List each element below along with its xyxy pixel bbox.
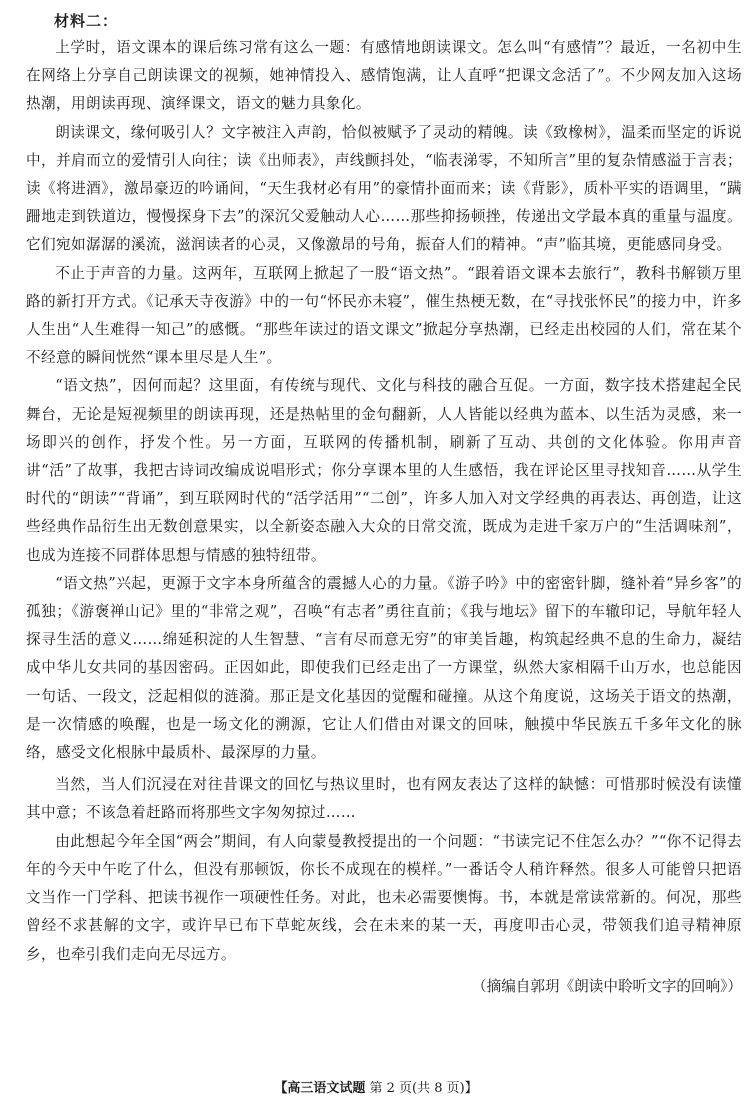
paragraph-3: 不止于声音的力量。这两年，互联网上掀起了一股“语文热”。“跟着语文课本去旅行”，教科书解锁万里路的新打开方式。《记承天寺夜游》中的一句“怀民亦未寝”，催生热梗无数，在“寻找张怀民”的接力中，许多人生出“人生难得一知己”的感慨。“那些年读过的语文课文”掀起分享热潮，已经走出校园的人们，常在某个不经意的瞬间恍然“课本里尽是人生”。: [26, 264, 742, 367]
footer-label: 【高三语文试题: [274, 1081, 366, 1096]
footer-page-number: 第 2 页(共 8 页)】: [369, 1081, 478, 1096]
exam-page: [26, 10, 742, 1100]
paragraph-5: “语文热”兴起，更源于文字本身所蕴含的震撼人心的力量。《游子吟》中的密密针脚，缝补着“异乡客”的孤独；《游褒禅山记》里的“非常之观”，召唤“有志者”勇往直前；《我与地坛》留下的车辙印记，导航年轻人探寻生活的意义……绵延积淀的人生智慧、“言有尽而意无穷”的审美旨趣，构筑起经典不息的生命力，凝结成中华儿女共同的基因密码。正因如此，即使我们已经走出了一方课堂，纵然大家相隔千山万水，也总能因一句话、一段文，泛起相似的涟漪。那正是文化基因的觉醒和碰撞。从这个角度说，这场关于语文的热潮，是一次情感的唤醒，也是一场文化的溯源，它让人们借由对课文的回味，触摸中华民族五千多年文化的脉络，感受文化根脉中最质朴、最深厚的力量。: [26, 574, 742, 762]
paragraph-1: 上学时，语文课本的课后练习常有这么一题：有感情地朗读课文。怎么叫“有感情”？最近，一名初中生在网络上分享自己朗读课文的视频，她神情投入、感情饱满，让人直呼“把课文念活了”。不少网友加入这场热潮，用朗读再现、演绎课文，语文的魅力具象化。: [26, 39, 742, 113]
source-citation: （摘编自郭玥《朗读中聆听文字的回响》）: [472, 977, 742, 995]
paragraph-7: 由此想起今年全国“两会”期间，有人向蒙曼教授提出的一个问题：“书读完记不住怎么办？”“你不记得去年的今天中午吃了什么，但没有那顿饭，你长不成现在的模样。”一番话令人稍许释然。很多人可能曾只把语文当作一门学科、把读书视作一项硬性任务。对此，也未必需要懊悔。书，本就是常读常新的。何况，那些曾经不求甚解的文字，或许早已布下草蛇灰线，会在未来的某一天，再度叩击心灵，带领我们追寻精神原乡，也牵引我们走向无尽远方。: [26, 832, 742, 963]
paragraph-4: “语文热”，因何而起？这里面，有传统与现代、文化与科技的融合互促。一方面，数字技术搭建起全民舞台，无论是短视频里的朗读再现，还是热帖里的金句翻新，人人皆能以经典为蓝本、以生活为灵感，来一场即兴的创作，抒发个性。另一方面，互联网的传播机制，刷新了互动、共创的文化体验。你用声音讲“活”了故事，我把古诗词改编成说唱形式；你分享课本里的人生感悟，我在评论区里寻找知音……从学生时代的“朗读”“背诵”，到互联网时代的“活学活用”“二创”，许多人加入对文学经典的再表达、再创造，让这些经典作品衍生出无数创意果实，以全新姿态融入大众的日常交流，既成为走进千家万户的“生活调味剂”，也成为连接不同群体思想与情感的独特纽带。: [26, 377, 742, 564]
paragraph-6: 当然，当人们沉浸在对往昔课文的回忆与热议里时，也有网友表达了这样的缺憾：可惜那时候没有读懂其中意；不该急着赶路而将那些文字匆匆掠过……: [26, 776, 742, 822]
paragraph-2: 朗读课文，缘何吸引人？文字被注入声韵，恰似被赋予了灵动的精魄。读《致橡树》，温柔而坚定的诉说中，并肩而立的爱情引人向往；读《出师表》，声线颤抖处，“临表涕零，不知所言”里的复杂情感溢于言表；读《将进酒》，激昂豪迈的吟诵间，“天生我材必有用”的豪情扑面而来；读《背影》，质朴平实的语调里，“蹒跚地走到铁道边，慢慢探身下去”的深沉父爱触动人心……那些抑扬顿挫，传递出文学最本真的重量与温度。它们宛如潺潺的溪流，滋润读者的心灵，又像激昂的号角，振奋人们的精神。“声”临其境，更能感同身受。: [26, 123, 742, 254]
section-heading: 材料二：: [54, 12, 119, 30]
page-footer: [0, 1079, 752, 1099]
